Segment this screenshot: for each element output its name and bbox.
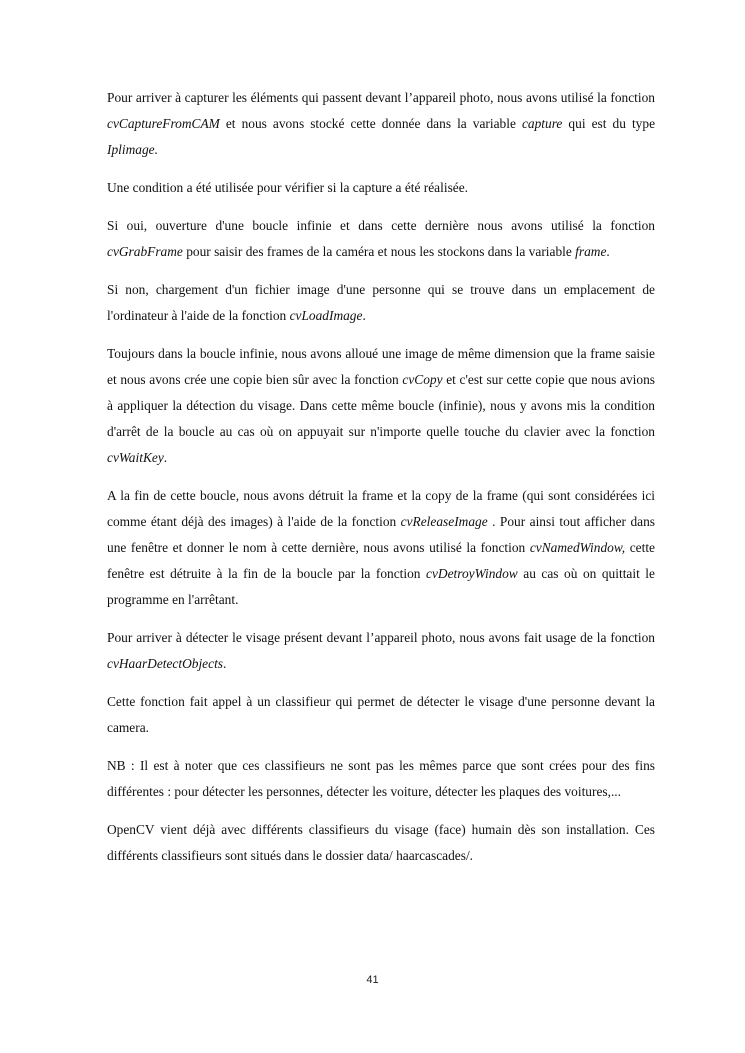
paragraph: Si non, chargement d'un fichier image d'une personne qui se trouve dans un emplacement de l'ordinateur à l'aide de la fonction cvLoadImage. [107,282,655,323]
paragraph: OpenCV vient déjà avec différents classifieurs du visage (face) humain dès son installation. Ces différents classifieurs sont situés dans le dossier data/ haarcascades/. [107,822,655,863]
paragraph: Cette fonction fait appel à un classifieur qui permet de détecter le visage d'une personne devant la camera. [107,694,655,735]
paragraph: Toujours dans la boucle infinie, nous avons alloué une image de même dimension que la frame saisie et nous avons crée une copie bien sûr avec la fonction cvCopy et c'est sur cette copie que nous avions à appliquer la détection du visage. Dans cette même boucle (infinie), nous y avons mis la condition d'arrêt de la boucle au cas où on appuyait sur n'importe quelle touche du clavier avec la fonction cvWaitKey. [107,346,655,465]
paragraph: Pour arriver à détecter le visage présent devant l’appareil photo, nous avons fait usage de la fonction cvHaarDetectObjects. [107,630,655,671]
paragraph: Une condition a été utilisée pour vérifier si la capture a été réalisée. [107,180,469,195]
paragraph: Si oui, ouverture d'une boucle infinie et dans cette dernière nous avons utilisé la fonction cvGrabFrame pour saisir des frames de la caméra et nous les stockons dans la variable frame. [107,218,655,259]
body-text [107,85,655,881]
page-number: 41 [366,974,379,986]
paragraph: Pour arriver à capturer les éléments qui passent devant l’appareil photo, nous avons utilisé la fonction cvCaptureFromCAM et nous avons stocké cette donnée dans la variable capture qui est du type Iplimage. [107,90,656,157]
paragraph: NB : Il est à noter que ces classifieurs ne sont pas les mêmes parce que sont crées pour des fins différentes : pour détecter les personnes, détecter les voiture, détecter les plaques des voitures,... [107,758,655,799]
paragraph: A la fin de cette boucle, nous avons détruit la frame et la copy de la frame (qui sont considérées ici comme étant déjà des images) à l'aide de la fonction cvReleaseImage . Pour ainsi tout afficher dans une fenêtre et donner le nom à cette dernière, nous avons utilisé la fonction cvNamedWindow, cette fenêtre est détruite à la fin de la boucle par la fonction cvDetroyWindow au cas où on quittait le programme en l'arrêtant. [107,488,655,607]
